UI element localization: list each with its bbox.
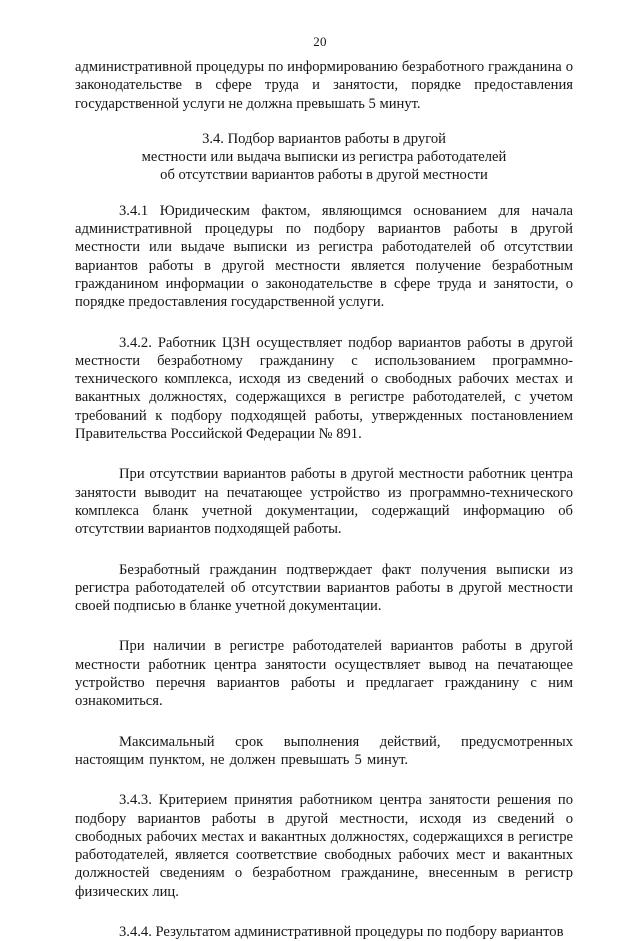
document-content: [75, 58, 573, 941]
section-heading: [75, 130, 573, 185]
page-number: 20: [313, 34, 327, 49]
paragraph-3-4-2: 3.4.2. Работник ЦЗН осуществляет подбор вариантов работы в другой местности безработному гражданину с использованием программно-технического комплекса, исходя из сведений о свободных рабочих местах и вакантных должностях, содержащихся в регистре работодателей, с учетом требований к подбору подходящей работы, утвержденных постановлением Правительства Российской Федерации № 891.: [75, 334, 573, 443]
paragraph-3-4-1: 3.4.1 Юридическим фактом, являющимся основанием для начала административной процедуры по подбору вариантов работы в другой местности или выдаче выписки из регистра работодателей об отсутствии вариантов работы в другой местности является получение безработным гражданином информации о законодательстве в сфере труда и занятости, о порядке предоставления государственной услуги.: [75, 202, 573, 311]
paragraph-3-4-3: 3.4.3. Критерием принятия работником центра занятости решения по подбору вариантов работы в другой местности, исходя из сведений о свободных рабочих местах и вакантных должностях, содержащихся в регистре работодателей, является соответствие свободных рабочих мест и вакантных должностей сведениям о безработном гражданине, внесенным в регистр физических лиц.: [75, 792, 573, 900]
paragraph-vacancies-list: При наличии в регистре работодателей вариантов работы в другой местности работник центра занятости осуществляет вывод на печатающее устройство перечня вариантов работы и предлагает гражданину с ним ознакомиться.: [75, 638, 573, 710]
section-heading-line-3: об отсутствии вариантов работы в другой местности: [160, 167, 488, 184]
paragraph-time-limit: Максимальный срок выполнения действий, предусмотренных настоящим пунктом, не должен превышать 5 минут.: [75, 733, 573, 768]
section-heading-line-1: 3.4. Подбор вариантов работы в другой: [202, 130, 446, 147]
paragraph-signature: Безработный гражданин подтверждает факт получения выписки из регистра работодателей об отсутствии вариантов работы в другой местности своей подписью в бланке учетной документации.: [75, 561, 573, 615]
intro-paragraph: административной процедуры по информированию безработного гражданина о законодательстве в сфере труда и занятости, порядке предоставления государственной услуги не должна превышать 5 минут.: [75, 59, 573, 112]
paragraph-3-4-4: 3.4.4. Результатом административной процедуры по подбору вариантов: [119, 923, 564, 940]
section-heading-line-2: местности или выдача выписки из регистра работодателей: [141, 149, 507, 166]
paragraph-no-vacancies: При отсутствии вариантов работы в другой местности работник центра занятости выводит на печатающее устройство из программно-технического комплекса бланк учетной документации, содержащий информацию об отсутствии вариантов подходящей работы.: [75, 466, 573, 538]
